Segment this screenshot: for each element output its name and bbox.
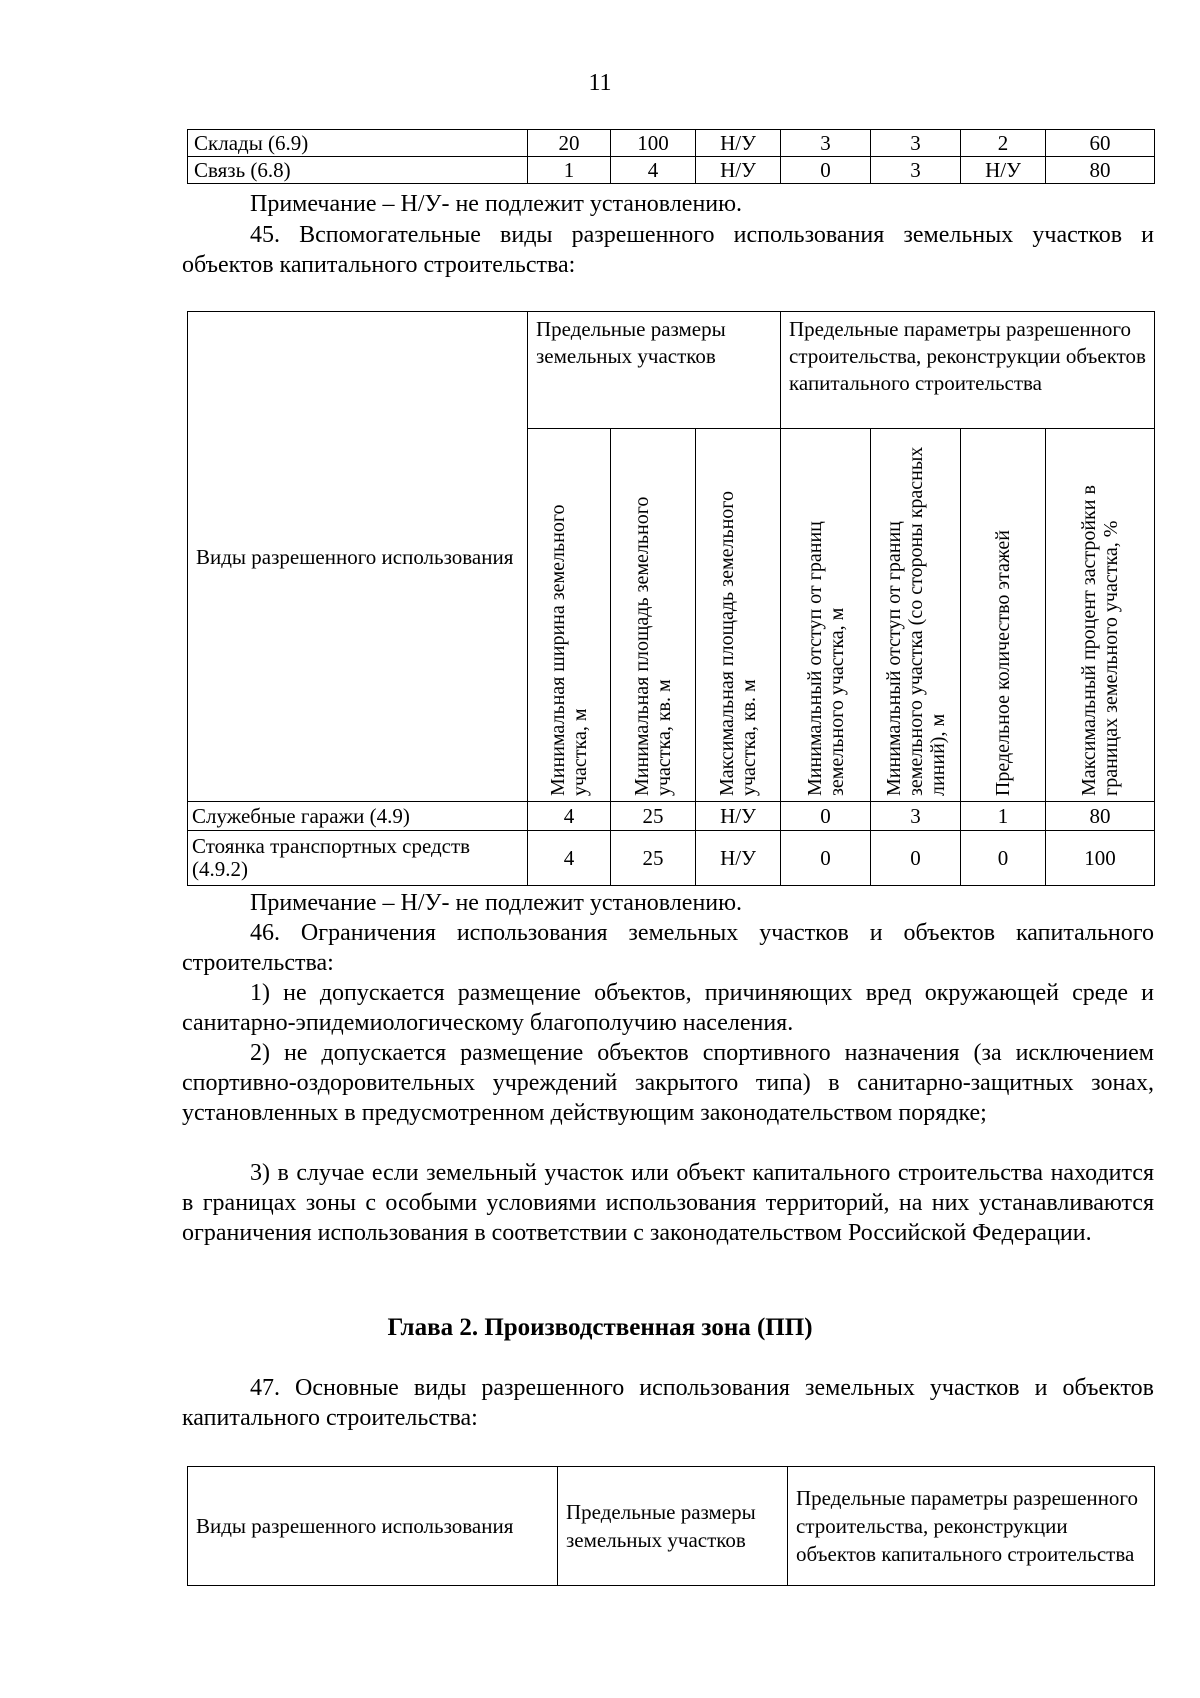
table-header-row <box>188 1467 1155 1586</box>
col-header-use-type: Виды разрешенного использования <box>188 1467 558 1586</box>
rotated-label: Минимальная площадь земельного участка, кв. м <box>631 496 675 796</box>
subheader-cell <box>1046 429 1155 802</box>
subheader-cell <box>696 429 781 802</box>
chapter-title: Глава 2. Производственная зона (ПП) <box>387 1314 813 1341</box>
rotated-label: Максимальный процент застройки в границах земельного участка, % <box>1078 485 1123 796</box>
row-name: Стоянка транспортных средств (4.9.2) <box>188 831 528 886</box>
restriction-item-2: 2) не допускается размещение объектов спортивного назначения (за исключением спортивно-оздоровительных учреждений закрытого типа) в санитарно-защитных зонах, установленных в предусмотренном действующим законодательством порядке; <box>182 1040 1154 1126</box>
col-group-construction-params: Предельные параметры разрешенного строительства, реконструкции объектов капитального строительства <box>788 1467 1155 1586</box>
note-not-applicable: Примечание – Н/У- не подлежит установлению. <box>250 890 743 916</box>
row-name: Служебные гаражи (4.9) <box>188 802 528 831</box>
cell: 4 <box>528 802 611 831</box>
cell: 1 <box>961 802 1046 831</box>
row-name: Склады (6.9) <box>188 130 528 157</box>
subheader-cell <box>781 429 871 802</box>
cell: 0 <box>781 157 871 184</box>
cell: Н/У <box>696 130 781 157</box>
rotated-label: Предельное количество этажей <box>992 529 1015 796</box>
subheader-cell <box>961 429 1046 802</box>
cell: 100 <box>1046 831 1155 886</box>
cell: Н/У <box>696 831 781 886</box>
table-row <box>188 831 1155 886</box>
subheader-cell <box>611 429 696 802</box>
cell: 0 <box>961 831 1046 886</box>
cell: 20 <box>528 130 611 157</box>
rotated-label: Максимальная площадь земельного участка, кв. м <box>716 491 760 796</box>
cell: 4 <box>611 157 696 184</box>
paragraph-46: 46. Ограничения использования земельных участков и объектов капитального строительства: <box>182 920 1154 976</box>
restriction-item-3: 3) в случае если земельный участок или объект капитального строительства находится в границах зоны с особыми условиями использования территорий, на них устанавливаются ограничения использования в соответствии с законодательством Российской Федерации. <box>182 1160 1154 1246</box>
table-row <box>188 802 1155 831</box>
cell: 0 <box>871 831 961 886</box>
main-uses-table-header <box>187 1466 1155 1586</box>
cell: 3 <box>871 157 961 184</box>
rotated-label: Минимальная ширина земельного участка, м <box>547 504 591 796</box>
table-header-row <box>188 312 1155 429</box>
col-header-use-type: Виды разрешенного использования <box>188 312 528 802</box>
cell: 2 <box>961 130 1046 157</box>
paragraph-47: 47. Основные виды разрешенного использования земельных участков и объектов капитального строительства: <box>182 1375 1154 1431</box>
cell: 25 <box>611 831 696 886</box>
subheader-cell <box>528 429 611 802</box>
cell: 0 <box>781 802 871 831</box>
page-number: 11 <box>588 70 612 96</box>
col-group-plot-sizes: Предельные размеры земельных участков <box>528 312 781 429</box>
subheader-cell <box>871 429 961 802</box>
note-not-applicable: Примечание – Н/У- не подлежит установлению. <box>250 191 743 217</box>
table-row <box>188 157 1155 184</box>
cell: 1 <box>528 157 611 184</box>
rotated-label: Минимальный отступ от границ земельного участка, м <box>803 521 848 796</box>
cell: 60 <box>1046 130 1155 157</box>
cell: 3 <box>871 130 961 157</box>
table-row <box>188 130 1155 157</box>
cell: 0 <box>781 831 871 886</box>
cell: 3 <box>781 130 871 157</box>
cell: 80 <box>1046 802 1155 831</box>
cell: 4 <box>528 831 611 886</box>
rotated-label: Минимальный отступ от границ земельного участка (со стороны красных линий), м <box>882 446 949 796</box>
cell: Н/У <box>696 157 781 184</box>
col-group-plot-sizes: Предельные размеры земельных участков <box>558 1467 788 1586</box>
cell: 80 <box>1046 157 1155 184</box>
col-group-construction-params: Предельные параметры разрешенного строительства, реконструкции объектов капитального строительства <box>781 312 1155 429</box>
land-use-table-continuation <box>187 129 1155 184</box>
cell: Н/У <box>696 802 781 831</box>
row-name: Связь (6.8) <box>188 157 528 184</box>
paragraph-45: 45. Вспомогательные виды разрешенного использования земельных участков и объектов капитального строительства: <box>182 222 1154 278</box>
cell: Н/У <box>961 157 1046 184</box>
cell: 100 <box>611 130 696 157</box>
auxiliary-uses-table <box>187 311 1155 886</box>
cell: 3 <box>871 802 961 831</box>
restriction-item-1: 1) не допускается размещение объектов, причиняющих вред окружающей среде и санитарно-эпидемиологическому благополучию населения. <box>182 980 1154 1036</box>
cell: 25 <box>611 802 696 831</box>
